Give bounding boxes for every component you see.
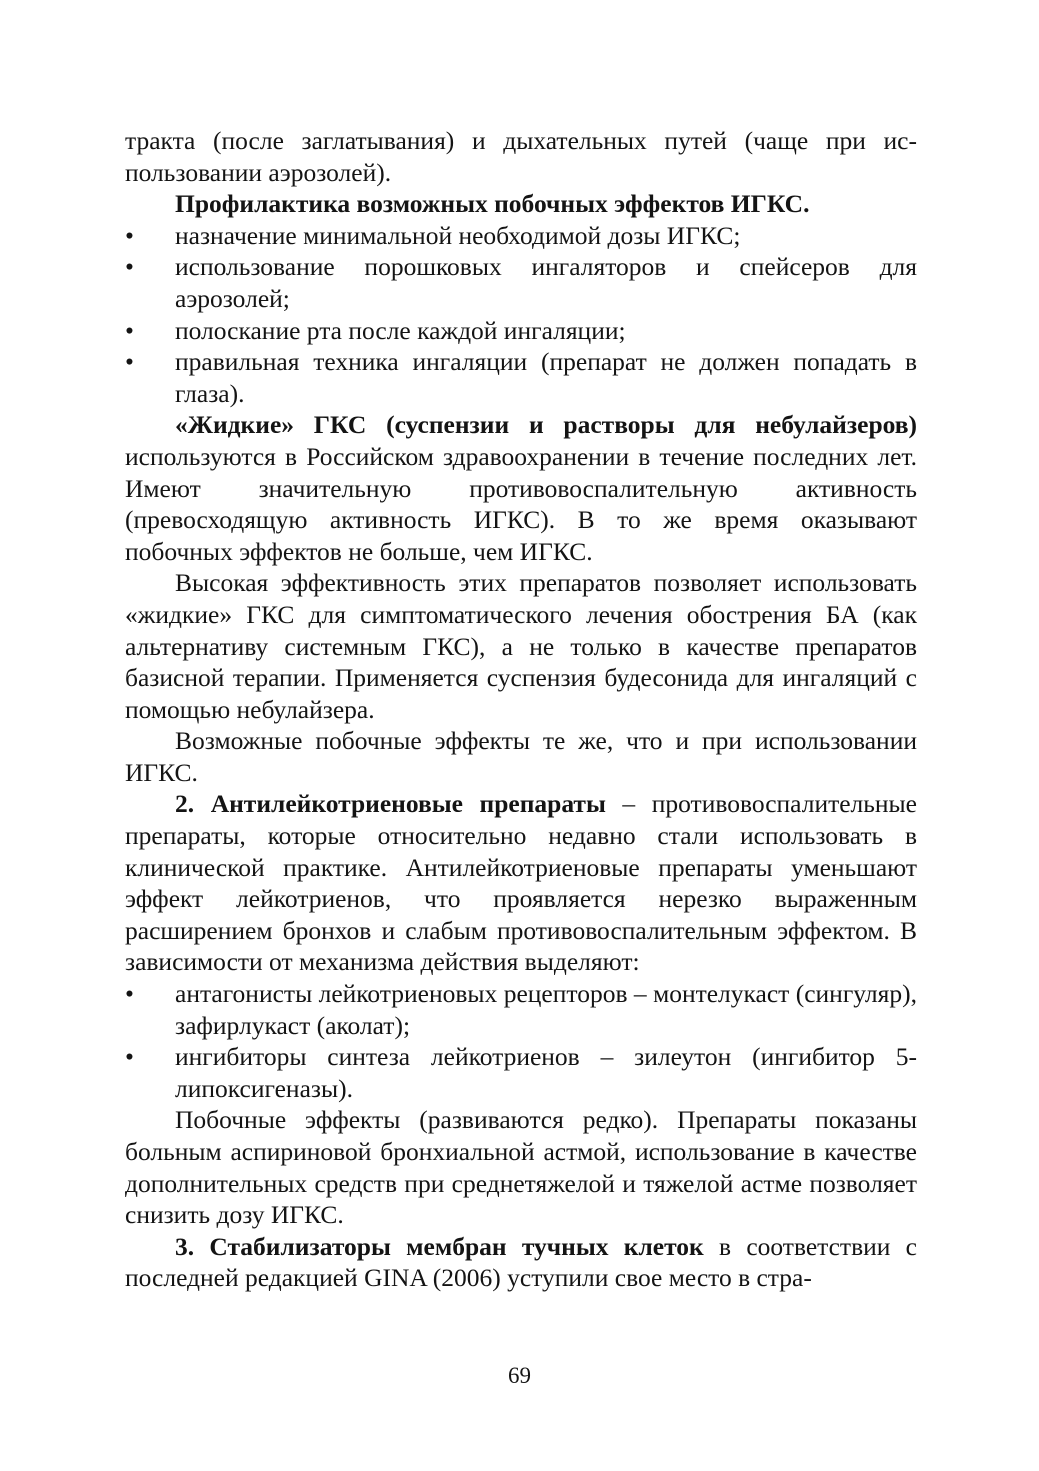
paragraph-intro: тракта (после заглатывания) и дыхательных путей (чаще при использовании аэрозолей).: [125, 126, 917, 187]
paragraph-mast-cell-stabilizers: [125, 1231, 917, 1294]
bullet-icon: •: [125, 979, 134, 1009]
paragraph-liquid-gks: [125, 409, 917, 567]
paragraph-efficiency: Высокая эффективность этих препаратов позволяет использовать «жидкие» ГКС для симптоматического лечения обострения БА (как альтернативу системным ГКС), а не только в качестве препаратов базисной терапии. Применяется суспензия будесонида для ингаляций с помощью небулайзера.: [125, 568, 917, 724]
list-item-text: ингибиторы синтеза лейкотриенов – зилеутон (ингибитор 5-липоксигеназы).: [175, 1042, 917, 1103]
list-item: [125, 1041, 917, 1104]
list-item-text: назначение минимальной необходимой дозы ИГКС;: [175, 220, 741, 250]
list-item: [125, 251, 917, 314]
antileukotriene-list: [125, 978, 917, 1104]
list-item-text: использование порошковых ингаляторов и спейсеров для аэрозолей;: [175, 252, 917, 313]
list-item-text: антагонисты лейкотриеновых рецепторов – монтелукаст (сингуляр), зафирлукаст (аколат);: [175, 979, 917, 1040]
bullet-icon: •: [125, 220, 134, 250]
list-item-text: полоскание рта после каждой ингаляции;: [175, 315, 626, 345]
list-item: [125, 346, 917, 409]
liquid-gks-term: «Жидкие» ГКС (суспензии и растворы для небулайзеров): [175, 410, 917, 440]
page-body: [125, 125, 917, 1294]
bullet-icon: •: [125, 252, 134, 282]
mast-cell-term: 3. Стабилизаторы мембран тучных клеток: [175, 1231, 704, 1261]
heading-prophylaxis: Профилактика возможных побочных эффектов ИГКС.: [175, 189, 810, 219]
list-item-text: правильная техника ингаляции (препарат не должен попадать в глаза).: [175, 347, 917, 408]
list-item: [125, 978, 917, 1041]
mast-cell-text: в соответствии с последней редакцией GINA (2006) уступили свое место в стра-: [125, 1231, 917, 1293]
paragraph-antileukotriene: [125, 788, 917, 978]
antileukotriene-text: – противовоспалительные препараты, которые относительно недавно стали использовать в клинической практике. Антилейкотриеновые препараты уменьшают эффект лейкотриенов, что проявляется нерезко выраженным расширением бронхов и слабым противовоспалительным эффектом. В зависимости от механизма действия выделяют:: [125, 789, 918, 977]
bullet-icon: •: [125, 1042, 134, 1072]
paragraph-antileukotriene-side-effects: Побочные эффекты (развиваются редко). Препараты показаны больным аспириновой бронхиальной астмой, использование в качестве дополнительных средств при среднетяжелой и тяжелой астме позволяет снизить дозу ИГКС.: [125, 1105, 917, 1230]
bullet-icon: •: [125, 315, 134, 345]
list-item: [125, 220, 917, 252]
list-item: [125, 315, 917, 347]
page-number: 69: [508, 1363, 531, 1388]
liquid-gks-text: используются в Российском здравоохранении в течение последних лет. Имеют значительную противовоспалительную активность (превосходящую активность ИГКС). В то же время оказывают побочных эффектов не больше, чем ИГКС.: [125, 441, 917, 566]
antileukotriene-term: 2. Антилейкотриеновые препараты: [175, 789, 606, 819]
paragraph-side-effects: Возможные побочные эффекты те же, что и при использовании ИГКС.: [125, 726, 917, 787]
bullet-icon: •: [125, 347, 134, 377]
prophylaxis-list: [125, 220, 917, 410]
